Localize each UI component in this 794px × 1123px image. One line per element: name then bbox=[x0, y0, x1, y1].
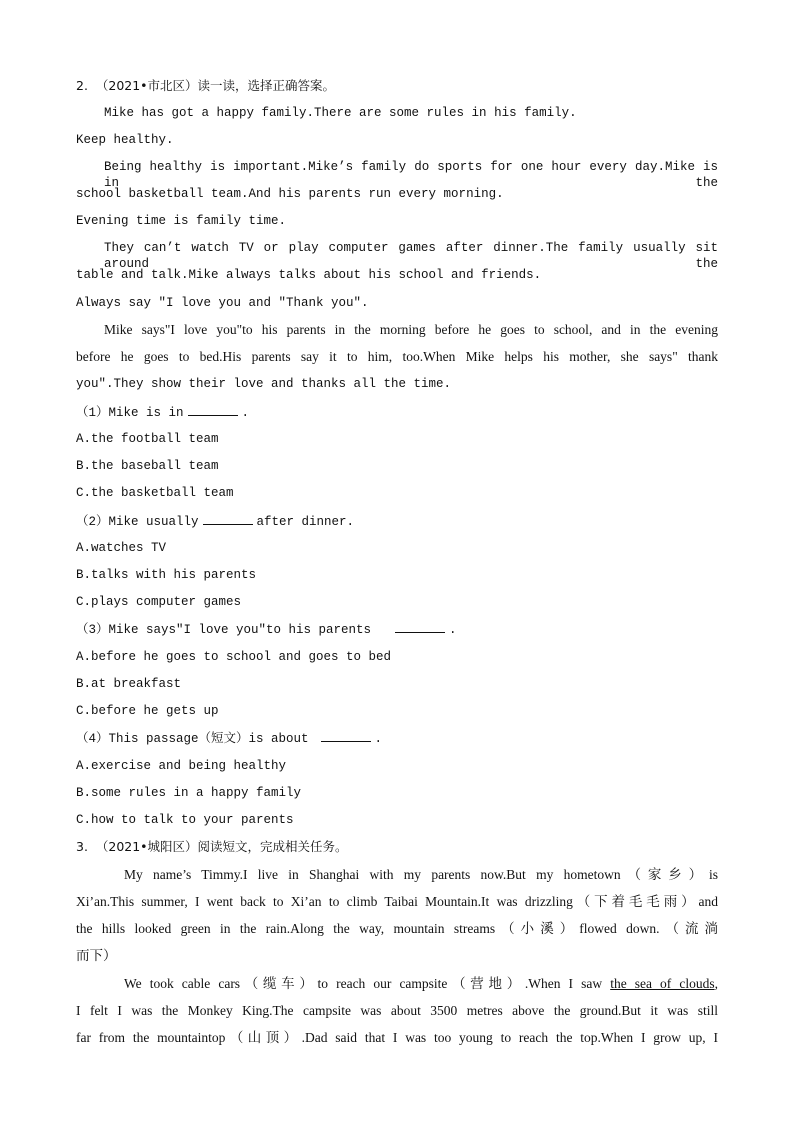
question-stem: （3）Mike says"I love you"to his parents . bbox=[76, 623, 457, 637]
passage-line: you".They show their love and thanks all the time. bbox=[76, 377, 452, 391]
question-2-header: 2. （2021•市北区）读一读，选择正确答案。 bbox=[76, 78, 336, 93]
passage-line: school basketball team.And his parents run every morning. bbox=[76, 187, 504, 201]
passage-line: before he goes to bed.His parents say it to him, too.When Mike helps his mother, she says" thank bbox=[76, 349, 718, 364]
answer-blank[interactable] bbox=[321, 730, 371, 742]
option[interactable]: A.the football team bbox=[76, 432, 219, 446]
passage-line: the hills looked green in the rain.Along the way, mountain streams（小溪）flowed down.（流淌 bbox=[76, 921, 718, 936]
option[interactable]: B.at breakfast bbox=[76, 677, 182, 691]
question-stem: （4）This passage（短文）is about . bbox=[76, 732, 383, 746]
question-3-header: 3. （2021•城阳区）阅读短文，完成相关任务。 bbox=[76, 839, 348, 854]
answer-blank[interactable] bbox=[188, 404, 238, 416]
passage-line: far from the mountaintop（山顶）.Dad said that I was too young to reach the top.When I grow up, I bbox=[76, 1030, 718, 1045]
answer-blank[interactable] bbox=[203, 513, 253, 525]
option[interactable]: A.exercise and being healthy bbox=[76, 759, 287, 773]
option[interactable]: B.some rules in a happy family bbox=[76, 786, 302, 800]
option[interactable]: B.the baseball team bbox=[76, 459, 219, 473]
underlined-phrase: the sea of clouds bbox=[610, 976, 715, 991]
passage-line: 而下） bbox=[76, 948, 117, 963]
passage-heading-3: Always say "I love you and "Thank you". bbox=[76, 296, 369, 310]
option[interactable]: C.the basketball team bbox=[76, 486, 234, 500]
question-stem: （2）Mike usually after dinner. bbox=[76, 515, 355, 529]
option[interactable]: A.watches TV bbox=[76, 541, 167, 555]
option[interactable]: B.talks with his parents bbox=[76, 568, 257, 582]
passage-line: Being healthy is important.Mike’s family do sports for one hour every day.Mike is in the bbox=[104, 160, 718, 190]
option[interactable]: C.plays computer games bbox=[76, 595, 242, 609]
question-stem: （1）Mike is in . bbox=[76, 406, 250, 420]
passage-intro: Mike has got a happy family.There are some rules in his family. bbox=[104, 106, 577, 120]
option[interactable]: C.how to talk to your parents bbox=[76, 813, 294, 827]
answer-blank[interactable] bbox=[395, 621, 445, 633]
passage-heading-2: Evening time is family time. bbox=[76, 214, 287, 228]
passage-line: table and talk.Mike always talks about his school and friends. bbox=[76, 268, 542, 282]
passage-line: They can’t watch TV or play computer games after dinner.The family usually sit around the bbox=[104, 241, 718, 271]
passage-line: My name’s Timmy.I live in Shanghai with my parents now.But my hometown（家乡）is bbox=[124, 867, 718, 882]
option[interactable]: A.before he goes to school and goes to bed bbox=[76, 650, 392, 664]
passage-line: Mike says"I love you"to his parents in the morning before he goes to school, and in the evening bbox=[104, 322, 718, 337]
passage-line: We took cable cars（缆车）to reach our campsite（营地）.When I saw the sea of clouds, bbox=[124, 976, 718, 991]
passage-line: Xi’an.This summer, I went back to Xi’an to climb Taibai Mountain.It was drizzling（下着毛毛雨）and bbox=[76, 894, 718, 909]
option[interactable]: C.before he gets up bbox=[76, 704, 219, 718]
passage-line: I felt I was the Monkey King.The campsite was about 3500 metres above the ground.But it was still bbox=[76, 1003, 718, 1018]
passage-heading-1: Keep healthy. bbox=[76, 133, 174, 147]
